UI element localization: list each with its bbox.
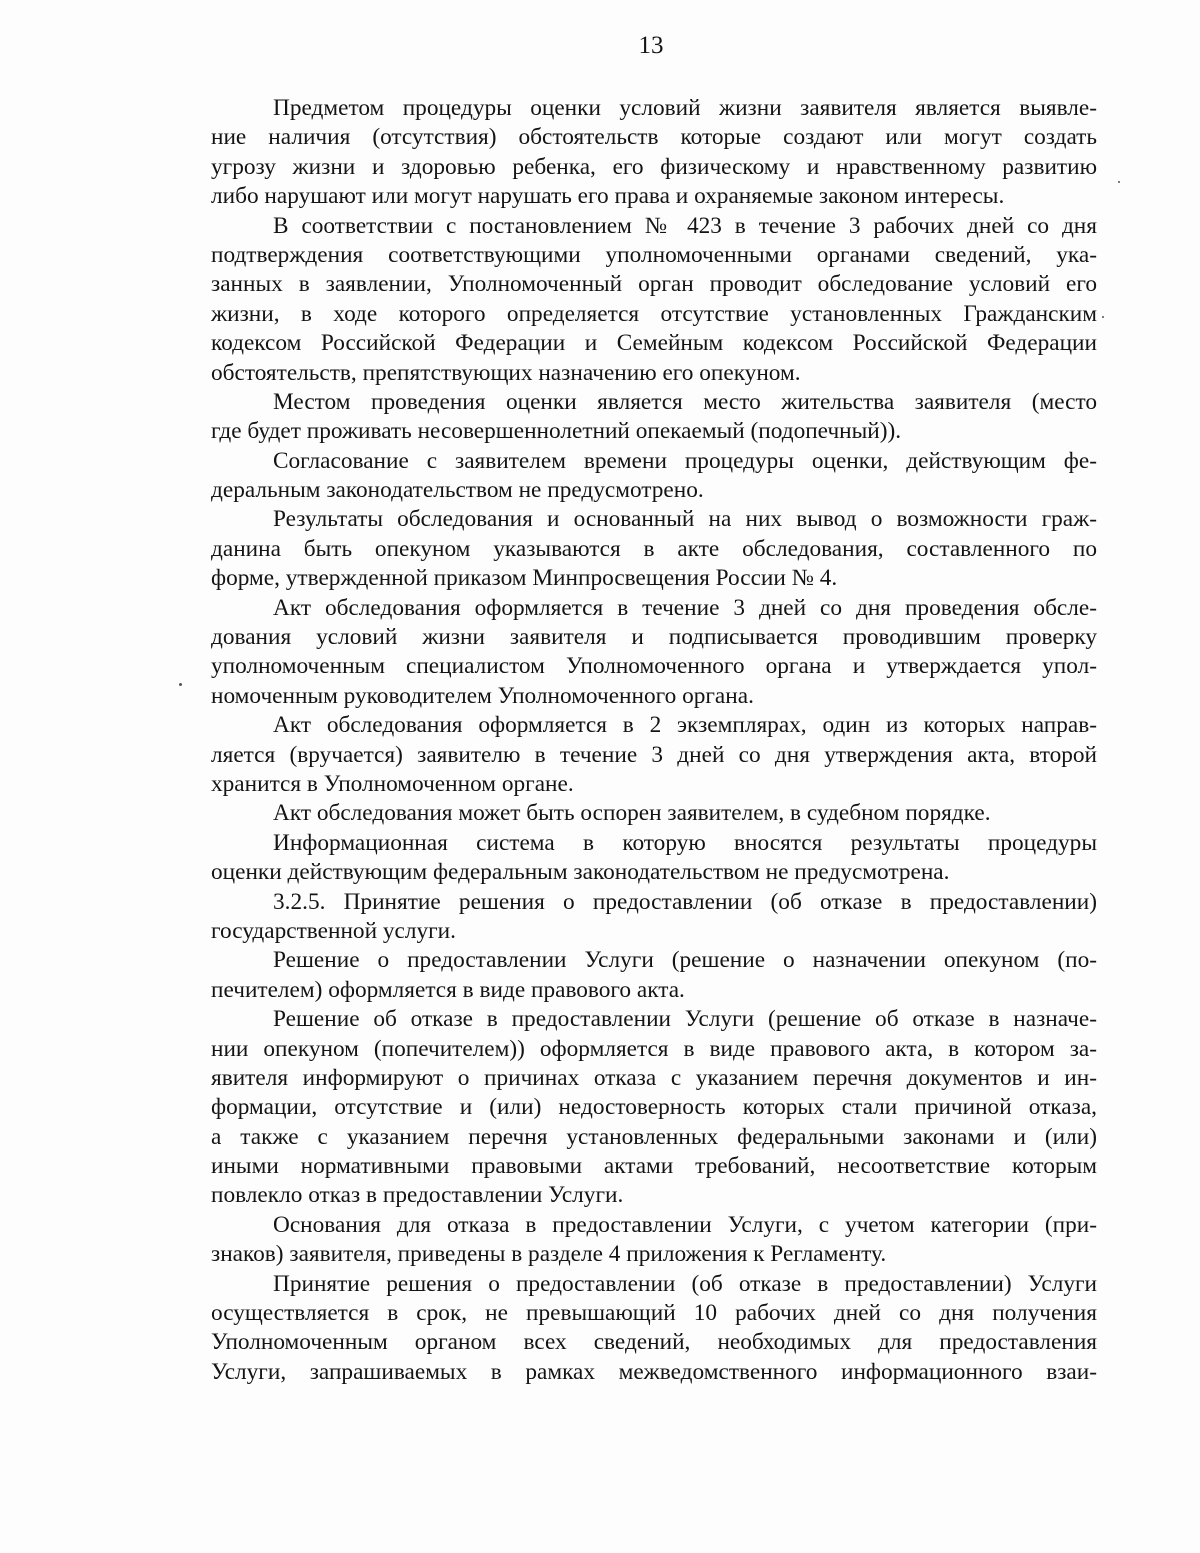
- paragraph: [211, 1005, 1097, 1211]
- text-line: Основания для отказа в предоставлении Услуги, с учетом категории (при-: [273, 1211, 1097, 1238]
- text-line: Принятие решения о предоставлении (об отказе в предоставлении) Услуги: [273, 1270, 1097, 1297]
- text-line: иными нормативными правовыми актами требований, несоответствие которым: [211, 1153, 1097, 1180]
- text-line: занных в заявлении, Уполномоченный орган проводит обследование условий его: [211, 271, 1097, 298]
- paragraph: [211, 1270, 1097, 1388]
- text-line: ние наличия (отсутствия) обстоятельств которые создают или могут создать: [211, 124, 1097, 151]
- text-line: уполномоченным специалистом Уполномоченного органа и утверждается упол-: [211, 653, 1097, 680]
- page-number: 13: [638, 32, 664, 59]
- text-line: нии опекуном (попечителем)) оформляется в виде правового акта, в котором за-: [211, 1035, 1097, 1062]
- text-line: 3.2.5. Принятие решения о предоставлении (об отказе в предоставлении): [273, 888, 1097, 915]
- text-line: печителем) оформляется в виде правового акта.: [211, 976, 685, 1003]
- text-line: Уполномоченным органом всех сведений, необходимых для предоставления: [211, 1329, 1097, 1356]
- text-line: Результаты обследования и основанный на них вывод о возможности граж-: [273, 506, 1097, 533]
- paragraph: [211, 946, 1097, 1005]
- text-line: форме, утвержденной приказом Минпросвещения России № 4.: [211, 565, 838, 592]
- text-line: деральным законодательством не предусмотрено.: [211, 477, 704, 504]
- text-line: Акт обследования может быть оспорен заявителем, в судебном порядке.: [273, 800, 991, 827]
- text-line: государственной услуги.: [211, 917, 456, 944]
- text-line: данина быть опекуном указываются в акте обследования, составленного по: [211, 535, 1097, 562]
- scan-speck: [179, 683, 182, 686]
- paragraph: [211, 711, 1097, 799]
- text-line: Акт обследования оформляется в течение 3 дней со дня проведения обсле-: [273, 594, 1097, 621]
- text-line: а также с указанием перечня установленных федеральными законами и (или): [211, 1123, 1097, 1150]
- text-line: Акт обследования оформляется в 2 экземплярах, один из которых направ-: [273, 712, 1097, 739]
- text-line: дования условий жизни заявителя и подписывается проводившим проверку: [211, 624, 1097, 651]
- scan-speck: [1118, 181, 1120, 183]
- text-line: осуществляется в срок, не превышающий 10 рабочих дней со дня получения: [211, 1300, 1097, 1327]
- text-line: либо нарушают или могут нарушать его права и охраняемые законом интересы.: [211, 183, 1005, 210]
- text-line: где будет проживать несовершеннолетний опекаемый (подопечный)).: [211, 418, 902, 445]
- text-line: оценки действующим федеральным законодательством не предусмотрена.: [211, 859, 950, 886]
- text-line: Местом проведения оценки является место жительства заявителя (место: [273, 388, 1097, 415]
- text-line: угрозу жизни и здоровью ребенка, его физическому и нравственному развитию: [211, 153, 1097, 180]
- document-body: [211, 94, 1097, 1387]
- paragraph: [211, 447, 1097, 506]
- text-line: номоченным руководителем Уполномоченного органа.: [211, 682, 754, 709]
- text-line: знаков) заявителя, приведены в разделе 4 приложения к Регламенту.: [211, 1241, 887, 1268]
- paragraph: [211, 888, 1097, 947]
- text-line: Решение об отказе в предоставлении Услуги (решение об отказе в назначе-: [273, 1006, 1097, 1033]
- text-line: повлекло отказ в предоставлении Услуги.: [211, 1182, 624, 1209]
- text-line: жизни, в ходе которого определяется отсутствие установленных Гражданским: [211, 300, 1097, 327]
- text-line: Согласование с заявителем времени процедуры оценки, действующим фе-: [273, 447, 1097, 474]
- text-line: Информационная система в которую вносятся результаты процедуры: [273, 829, 1097, 856]
- paragraph: [211, 799, 1097, 828]
- paragraph: [211, 1211, 1097, 1270]
- text-line: Предметом процедуры оценки условий жизни заявителя является выявле-: [273, 95, 1097, 121]
- text-line: хранится в Уполномоченном органе.: [211, 770, 574, 797]
- paragraph: [211, 505, 1097, 593]
- text-line: формации, отсутствие и (или) недостоверность которых стали причиной отказа,: [211, 1094, 1097, 1121]
- scan-speck: [1102, 316, 1104, 318]
- text-line: подтверждения соответствующими уполномоченными органами сведений, ука-: [211, 241, 1097, 268]
- text-line: ляется (вручается) заявителю в течение 3 дней со дня утверждения акта, второй: [211, 741, 1097, 768]
- text-line: явителя информируют о причинах отказа с указанием перечня документов и ин-: [211, 1064, 1097, 1091]
- paragraph: [211, 594, 1097, 712]
- text-line: Услуги, запрашиваемых в рамках межведомственного информационного взаи-: [211, 1358, 1097, 1385]
- text-line: кодексом Российской Федерации и Семейным кодексом Российской Федерации: [211, 330, 1097, 357]
- text-line: обстоятельств, препятствующих назначению его опекуном.: [211, 359, 801, 386]
- text-line: В соответствии с постановлением № 423 в течение 3 рабочих дней со дня: [273, 212, 1097, 239]
- text-line: Решение о предоставлении Услуги (решение о назначении опекуном (по-: [273, 947, 1097, 974]
- paragraph: [211, 212, 1097, 388]
- paragraph: [211, 388, 1097, 447]
- paragraph: [211, 94, 1097, 212]
- paragraph: [211, 829, 1097, 888]
